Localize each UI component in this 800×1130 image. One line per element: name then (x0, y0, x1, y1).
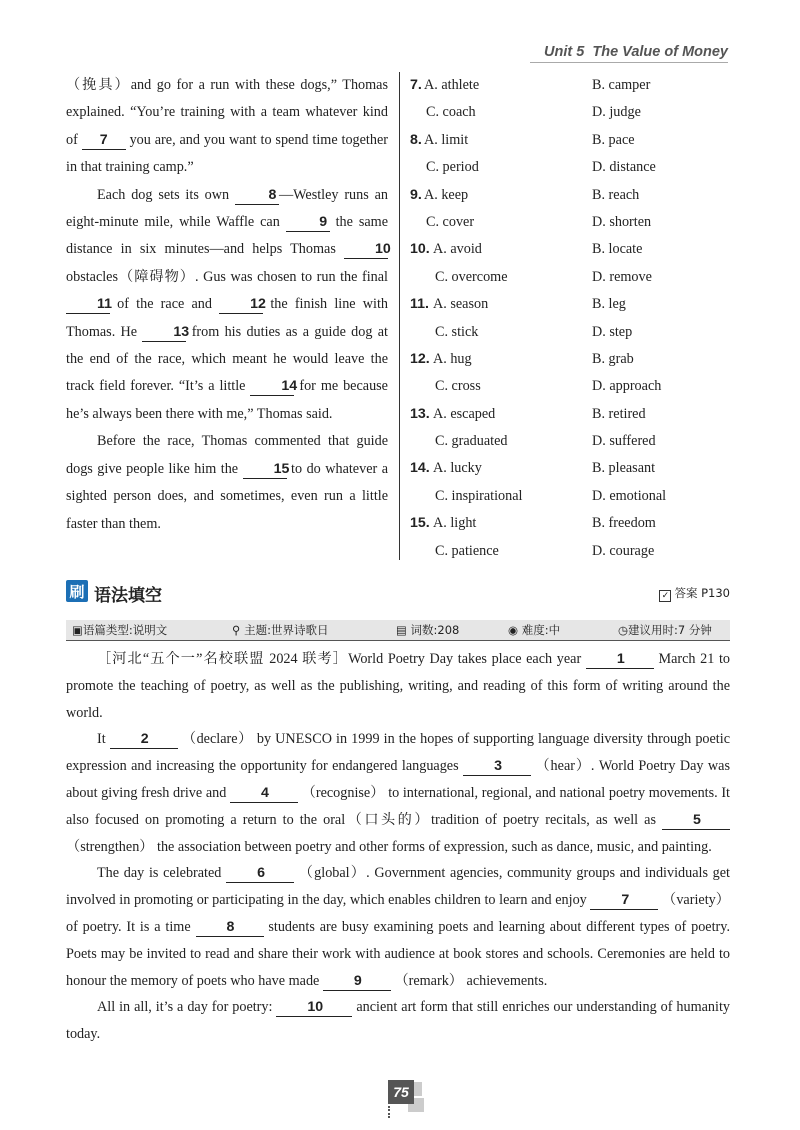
grammar-paragraph-2: It 2 （declare） by UNESCO in 1999 in the hopes of supporting language diversity through poetic expression and increasing the opportunity for endangered languages 3 （hear）. World Poetry Day was about giving fresh drive and 4 （recognise） to international, regional, and national poetry movements. It also focused on promoting a return to the oral（口头的）tradition of poetry recitals, as well as 5 （strengthen） the association between poetry and other forms of expression, such as dance, music, and painting. (66, 731, 730, 855)
option-d[interactable]: D. emotional (592, 487, 667, 504)
option-a[interactable]: A. lucky (433, 460, 482, 477)
question-12-row-2 (410, 373, 740, 400)
unit-label: Unit 5 (544, 44, 585, 60)
text-type: ▣语篇类型:说明文 (72, 623, 168, 637)
option-b[interactable]: B. reach (592, 186, 640, 203)
blank-8[interactable]: 8 (196, 918, 264, 937)
option-a[interactable]: A. light (433, 515, 477, 532)
page-number-block (388, 1078, 430, 1118)
blank-8[interactable]: 8 (235, 186, 279, 205)
option-d[interactable]: D. distance (592, 159, 656, 176)
blank-6[interactable]: 6 (226, 864, 294, 883)
grammar-paragraph-3: The day is celebrated 6 （global）. Government agencies, community groups and individuals get involved in promoting or participating in the day, which enables children to learn and enjoy 7 （variety） of poetry. It is a time 8 students are busy examining poets and learning about different types of poetry. Poets may be invited to read and share their work with audience at book stores and schools. Ceremonies are held to honour the memory of poets who have made 9 （remark） achievements. (66, 865, 730, 989)
blank-9[interactable]: 9 (323, 972, 391, 991)
option-d[interactable]: D. approach (592, 378, 662, 395)
blank-4[interactable]: 4 (230, 784, 298, 803)
option-b[interactable]: B. pace (592, 131, 635, 148)
running-header (544, 44, 728, 60)
brush-section-icon (66, 580, 88, 602)
option-a[interactable]: A. season (433, 296, 489, 313)
option-c[interactable]: C. inspirational (435, 487, 523, 504)
word-count: ▤ 词数:208 (396, 623, 460, 637)
info-bar (66, 620, 730, 641)
header-rule (530, 62, 728, 63)
grammar-paragraph-4: All in all, it’s a day for poetry: 10 ancient art form that still enriches our understanding of humanity today. (66, 999, 730, 1043)
question-10-row-1: 10. A. avoid B. locate (410, 236, 740, 263)
option-b[interactable]: B. grab (592, 350, 634, 367)
option-c[interactable]: C. patience (435, 542, 499, 559)
checkbox-icon: ✓ (659, 590, 671, 602)
blank-2[interactable]: 2 (110, 730, 178, 749)
cloze-paragraph-3: Before the race, Thomas commented that guide dogs give people like him the 15 to do whatever a sighted person does, and sometimes, even run a little faster than them. (66, 433, 388, 532)
blank-11[interactable]: 11 (66, 295, 110, 314)
option-a[interactable]: A. athlete (424, 77, 480, 93)
section-header (66, 580, 730, 606)
question-15-row-2 (410, 538, 740, 565)
blank-12[interactable]: 12 (219, 295, 263, 314)
grammar-paragraph-1: ［河北“五个一”名校联盟 2024 联考］World Poetry Day takes place each year 1 March 21 to promote the teaching of poetry, as well as the publishing, writing, and reading of this form of writing around the world. (66, 651, 730, 721)
option-b[interactable]: B. retired (592, 405, 646, 422)
cloze-paragraph-2: Each dog sets its own 8 —Westley runs an eight-minute mile, while Waffle can 9 the same distance in six minutes—and helps Thomas 10 obstacles（障碍物）. Gus was chosen to run the final 11 of the race and 12 the finish line with Thomas. He 13 from his duties as a guide dog at the end of the race, which meant he would leave the track field forever. “It’s a little 14 for me because he’s always been there with me,” Thomas said. (66, 186, 391, 422)
question-10-row-2 (410, 264, 740, 291)
difficulty: ◉ 难度:中 (508, 623, 561, 637)
blank-9[interactable]: 9 (286, 213, 330, 232)
option-d[interactable]: D. suffered (592, 433, 656, 450)
option-b[interactable]: B. freedom (592, 515, 656, 532)
option-b[interactable]: B. camper (592, 77, 651, 93)
option-a[interactable]: A. limit (424, 131, 469, 148)
unit-title: The Value of Money (592, 44, 728, 60)
question-8-row-2 (410, 154, 740, 181)
option-d[interactable]: D. step (592, 323, 633, 340)
option-c[interactable]: C. period (426, 159, 479, 176)
options-list (410, 72, 740, 565)
option-d[interactable]: D. courage (592, 542, 655, 559)
question-9-row-1: 9. A. keep B. reach (410, 182, 740, 209)
blank-10[interactable]: 10 (276, 998, 352, 1017)
question-11-row-2 (410, 319, 740, 346)
option-a[interactable]: A. hug (433, 350, 472, 367)
question-13-row-2 (410, 428, 740, 455)
option-c[interactable]: C. coach (426, 104, 476, 121)
blank-5[interactable]: 5 (662, 811, 730, 830)
suggested-time: ◷建议用时:7 分钟 (618, 623, 712, 637)
cloze-paragraph-1: （挽具）and go for a run with these dogs,” Thomas explained. “You’re training with a team whatever kind of 7 you are, and you want to spend time together in that training camp.” (66, 77, 388, 176)
question-8-row-1: 8. A. limit B. pace (410, 127, 740, 154)
question-12-row-1: 12. A. hug B. grab (410, 346, 740, 373)
option-b[interactable]: B. leg (592, 296, 626, 313)
option-c[interactable]: C. overcome (435, 268, 508, 285)
option-a[interactable]: A. avoid (433, 241, 482, 258)
topic: ⚲ 主题:世界诗歌日 (232, 623, 329, 637)
question-13-row-1: 13. A. escaped B. retired (410, 401, 740, 428)
question-9-row-2 (410, 209, 740, 236)
option-d[interactable]: D. remove (592, 268, 652, 285)
blank-10[interactable]: 10 (344, 240, 388, 259)
option-d[interactable]: D. shorten (592, 213, 652, 230)
option-a[interactable]: A. escaped (433, 405, 496, 422)
cloze-passage (66, 72, 391, 538)
blank-14[interactable]: 14 (250, 377, 294, 396)
option-c[interactable]: C. graduated (435, 433, 508, 450)
option-b[interactable]: B. pleasant (592, 460, 656, 477)
question-14-row-2 (410, 483, 740, 510)
option-a[interactable]: A. keep (424, 186, 469, 203)
answer-reference[interactable]: ✓ 答案 P130 (659, 585, 730, 602)
blank-3[interactable]: 3 (463, 757, 531, 776)
blank-13[interactable]: 13 (142, 323, 186, 342)
blank-15[interactable]: 15 (243, 460, 287, 479)
question-11-row-1: 11. A. season B. leg (410, 291, 740, 318)
option-d[interactable]: D. judge (592, 104, 641, 121)
question-7-row-1: 7. A. athlete B. camper (410, 72, 740, 99)
question-15-row-1: 15. A. light B. freedom (410, 510, 740, 537)
option-c[interactable]: C. cover (426, 213, 475, 230)
blank-1[interactable]: 1 (586, 650, 654, 669)
page-number: 75 (388, 1080, 414, 1104)
question-7-row-2 (410, 99, 740, 126)
svg-text:刷: 刷 (69, 583, 85, 601)
grammar-passage (66, 646, 730, 1048)
decor-dots (388, 1106, 392, 1118)
option-c[interactable]: C. cross (435, 378, 481, 395)
blank-7[interactable]: 7 (590, 891, 658, 910)
section-title: 语法填空 (94, 586, 162, 606)
option-b[interactable]: B. locate (592, 241, 643, 258)
question-14-row-1: 14. A. lucky B. pleasant (410, 455, 740, 482)
blank-7[interactable]: 7 (82, 131, 126, 150)
option-c[interactable]: C. stick (435, 323, 479, 340)
column-divider (399, 72, 400, 560)
